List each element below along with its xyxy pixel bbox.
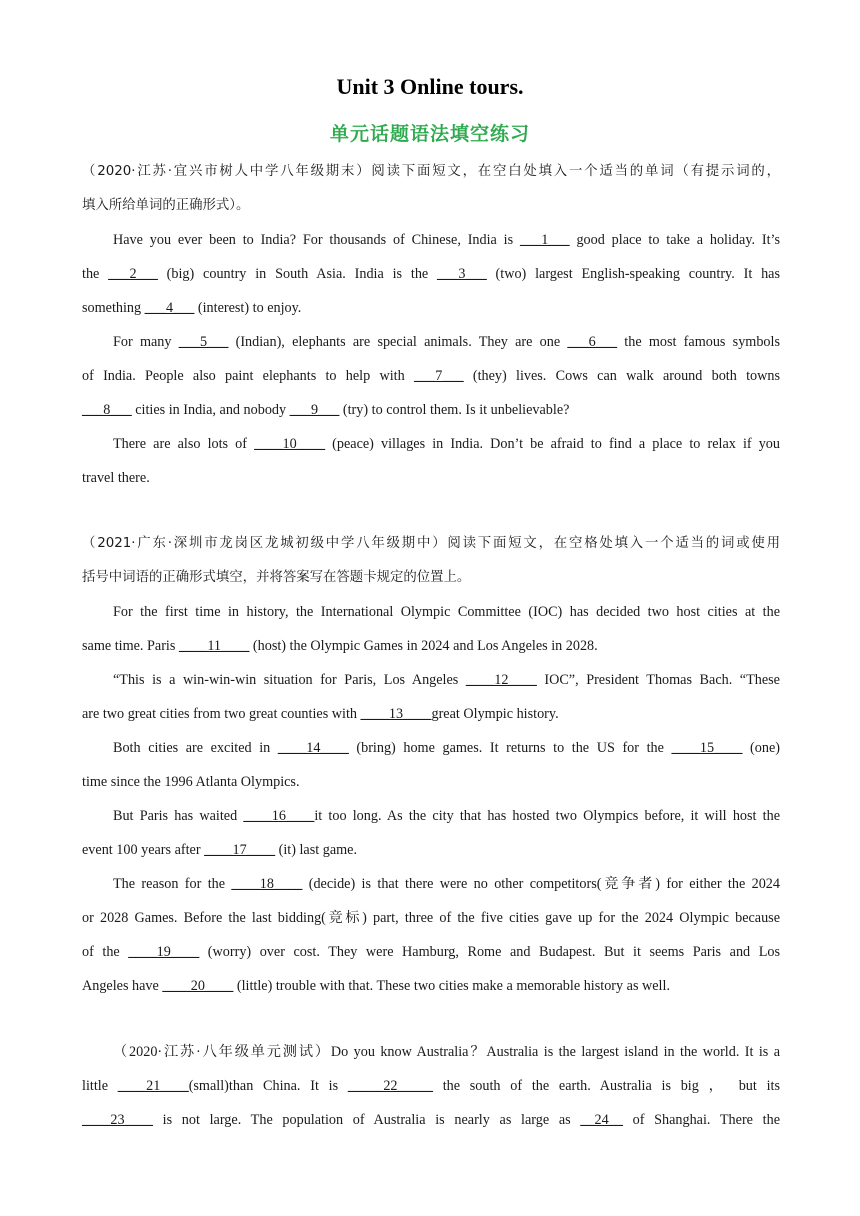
blank-9[interactable]: ___9___ [289,402,340,418]
blank-14[interactable]: ____14____ [277,740,349,756]
text-line: something ___4___ (interest) to enjoy. [82,291,780,325]
blank-6[interactable]: ___6___ [567,334,618,350]
passage-2-source: （2021·广东·深圳市龙岗区龙城初级中学八年级期中）阅读下面短文，在空格处填入一个适当的词或使用 [82,536,780,551]
text-line: time since the 1996 Atlanta Olympics. [82,774,300,790]
passage-1 [82,155,780,495]
text-line: the ___2___ (big) country in South Asia. India is the ___3___ (two) largest English-speaking country. It has [82,257,780,291]
text-line: travel there. [82,470,150,486]
page-subtitle: 单元话题语法填空练习 [329,123,530,145]
passage-2-instruction: 括号中词语的正确形式填空，并将答案写在答题卡规定的位置上。 [82,570,471,585]
text-line: event 100 years after ____17____ (it) last game. [82,833,780,867]
text-line: of India. People also paint elephants to help with ___7___ (they) lives. Cows can walk around both towns [82,359,780,393]
text-line: of the ____19____ (worry) over cost. They were Hamburg, Rome and Budapest. But it seems Paris and Los [82,935,780,969]
blank-7[interactable]: ___7___ [413,368,464,384]
blank-5[interactable]: ___5___ [178,334,229,350]
text-line: Angeles have ____20____ (little) trouble with that. These two cities make a memorable history as well. [82,969,780,1003]
text-line: But Paris has waited ____16____it too long. As the city that has hosted two Olympics before, it will host the [82,799,780,833]
blank-3[interactable]: ___3___ [437,266,487,282]
blank-1[interactable]: ___1___ [519,232,570,248]
text-line: （2020·江苏·八年级单元测试）Do you know Australia？Australia is the largest island in the world. It is a [113,1044,780,1060]
text-line: little ____21____(small)than China. It is _____22_____ the south of the earth. Australia is big ， but its [82,1069,780,1103]
text-line: “This is a win-win-win situation for Paris, Los Angeles ____12____ IOC”, President Thomas Bach. “These [82,663,780,697]
page-title: Unit 3 Online tours. [336,74,524,99]
blank-10[interactable]: ____10____ [254,436,326,452]
blank-22[interactable]: _____22_____ [347,1078,433,1094]
blank-17[interactable]: ____17____ [204,842,276,858]
blank-20[interactable]: ____20____ [162,978,234,994]
blank-15[interactable]: ____15____ [671,740,743,756]
blank-16[interactable]: ____16____ [243,808,315,824]
blank-21[interactable]: ____21____ [117,1078,189,1094]
blank-24[interactable]: __24__ [580,1112,623,1128]
blank-2[interactable]: ___2___ [108,266,158,282]
text-line: Have you ever been to India? For thousands of Chinese, India is ___1___ good place to take a holiday. It’s [82,223,780,257]
text-line: For the first time in history, the International Olympic Committee (IOC) has decided two host cities at the [113,604,780,620]
text-line: There are also lots of ____10____ (peace) villages in India. Don’t be afraid to find a place to relax if you [82,427,780,461]
text-line: ____23____ is not large. The population of Australia is nearly as large as __24__ of Shanghai. There the [82,1103,780,1137]
blank-23[interactable]: ____23____ [82,1112,153,1128]
blank-4[interactable]: ___4___ [144,300,195,316]
text-line: Both cities are excited in ____14____ (bring) home games. It returns to the US for the ____15____ (one) [82,731,780,765]
blank-11[interactable]: ____11____ [178,638,250,654]
blank-19[interactable]: ____19____ [128,944,200,960]
text-line: same time. Paris ____11____ (host) the Olympic Games in 2024 and Los Angeles in 2028. [82,629,780,663]
passage-2 [82,527,780,1003]
text-line: or 2028 Games. Before the last bidding(竞标) part, three of the five cities gave up for the 2024 Olympic because [82,910,780,926]
blank-18[interactable]: ____18____ [231,876,303,892]
text-line: The reason for the ____18____ (decide) is that there were no other competitors(竞争者) for either the 2024 [82,867,780,901]
blank-13[interactable]: ____13____ [360,706,432,722]
passage-1-instruction: 填入所给单词的正确形式）。 [82,198,250,213]
passage-1-source: （2020·江苏·宜兴市树人中学八年级期末）阅读下面短文，在空白处填入一个适当的单词（有提示词的， [82,164,780,179]
text-line: ___8___ cities in India, and nobody ___9___ (try) to control them. Is it unbelievable? [82,393,780,427]
text-line: For many ___5___ (Indian), elephants are special animals. They are one ___6___ the most famous symbols [82,325,780,359]
passage-3 [82,1035,780,1137]
blank-8[interactable]: ___8___ [82,402,132,418]
blank-12[interactable]: ____12____ [465,672,537,688]
text-line: are two great cities from two great counties with ____13____great Olympic history. [82,697,780,731]
